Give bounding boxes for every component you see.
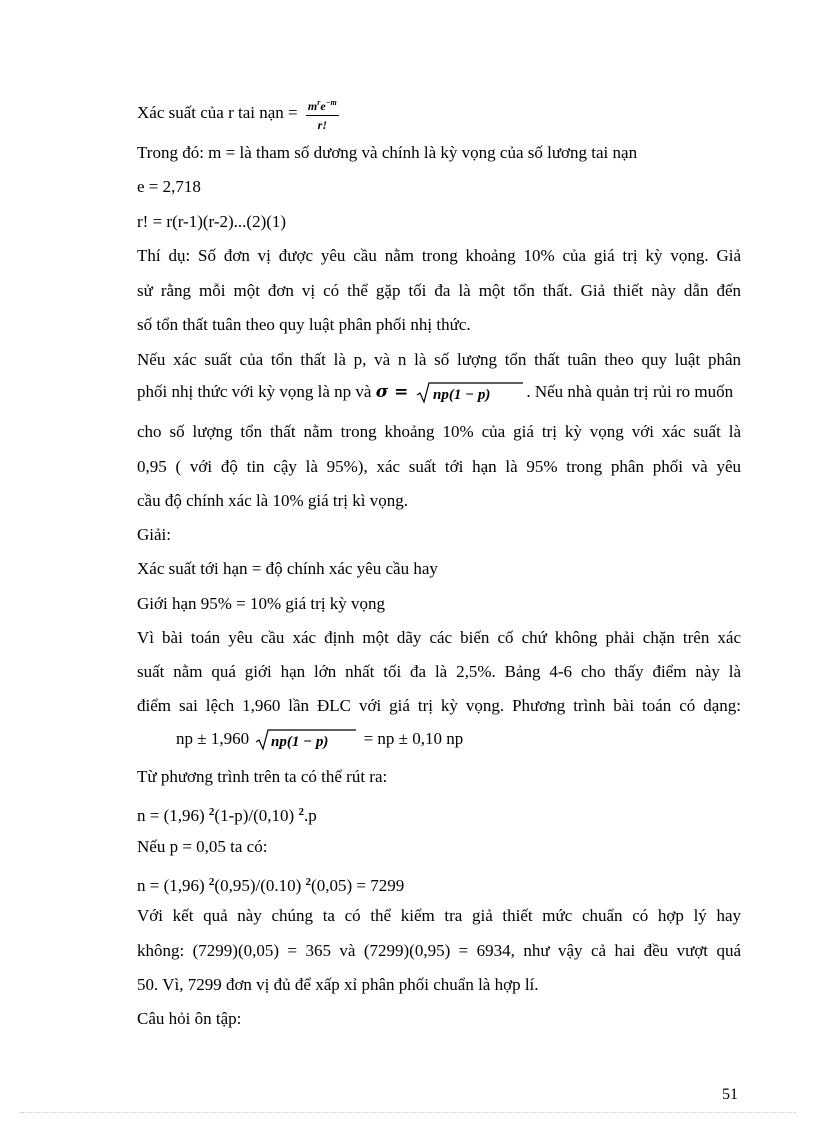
sqrt-expression	[416, 381, 524, 405]
n-formula	[137, 801, 317, 827]
check-line-3: 50. Vì, 7299 đơn vị đủ để xấp xỉ phân phối chuẩn là hợp lí.	[137, 975, 539, 994]
solution-critical: Xác suất tới hạn = độ chính xác yêu cầu hay	[137, 559, 438, 578]
condition-line-3: cho số lượng tổn thất nằm trong khoảng 10% của giá trị kỳ vọng với xác suất là	[137, 422, 741, 441]
poisson-fraction	[306, 96, 339, 132]
review-heading: Câu hỏi ôn tập:	[137, 1009, 242, 1028]
sqrt-content: np(1 − p)	[433, 387, 491, 404]
superscript-2: 2	[298, 806, 304, 818]
n-result-part-a: n = (1,96)	[137, 876, 209, 895]
formula-prefix: Xác suất của r tai nạn =	[137, 102, 302, 122]
equation-sqrt-content: np(1 − p)	[271, 734, 329, 751]
superscript-2: 2	[208, 876, 215, 888]
check-line-2: không: (7299)(0,05) = 365 và (7299)(0,95) = 6934, như vậy cả hai đều vượt quá	[137, 941, 741, 960]
check-line-1: Với kết quả này chúng ta có thể kiểm tra giả thiết mức chuẩn có hợp lý hay	[137, 906, 741, 925]
sqrt-radical-icon	[255, 728, 357, 752]
condition-line-2-end: . Nếu nhà quản trị rủi ro muốn	[526, 382, 734, 401]
definition-e-value: e = 2,718	[137, 177, 201, 196]
sqrt-radical-icon	[416, 381, 524, 405]
n-formula-part-a: n = (1,96)	[137, 806, 209, 825]
condition-line-5: cầu độ chính xác là 10% giá trị kì vọng.	[137, 491, 408, 510]
superscript-2: 2	[208, 806, 215, 818]
example-line-3: số tổn thất tuân theo quy luật phân phối nhị thức.	[137, 315, 471, 334]
n-result-part-c: (0,05) = 7299	[311, 876, 405, 895]
equation-start: np ± 1,960	[176, 729, 254, 748]
equation-sqrt	[255, 728, 357, 752]
n-result-part-b: (0,95)/(0.10)	[214, 876, 306, 895]
example-line-1: Thí dụ: Số đơn vị được yêu cầu nằm trong khoảng 10% của giá trị kỳ vọng. Giả	[137, 246, 741, 265]
condition-line-2-start: phối nhị thức với kỳ vọng là np và	[137, 382, 376, 401]
condition-line-4: 0,95 ( với độ tin cậy là 95%), xác suất tới hạn là 95% trong phân phối và yêu	[137, 457, 741, 476]
definition-factorial: r! = r(r-1)(r-2)...(2)(1)	[137, 212, 287, 231]
fraction-numerator: $m^re^{-m}$	[306, 96, 339, 116]
page-number: 51	[722, 1086, 738, 1103]
solution-line-2: suất nằm quá giới hạn lớn nhất tối đa là 2,5%. Bảng 4-6 cho thấy điểm này là	[137, 662, 741, 681]
definition-where: Trong đó: m = là tham số dương và chính là kỳ vọng của số lương tai nạn	[137, 143, 638, 162]
superscript-2: 2	[305, 876, 312, 888]
condition-line-2	[137, 381, 733, 405]
solution-line-3: điểm sai lệch 1,960 lần ĐLC với giá trị kỳ vọng. Phương trình bài toán có dạng:	[137, 696, 741, 715]
n-formula-part-b: (1-p)/(0,10)	[214, 806, 299, 825]
solution-limit: Giới hạn 95% = 10% giá trị kỳ vọng	[137, 594, 386, 613]
poisson-formula-line	[137, 96, 339, 132]
solution-line-1: Vì bài toán yêu cầu xác định một dãy các biến cố chứ không phải chặn trên xác	[137, 628, 741, 647]
example-line-2: sử rằng mỗi một đơn vị có thể gặp tối đa là một tổn thất. Giả thiết này dẫn đến	[137, 281, 741, 300]
bottom-divider	[20, 1112, 796, 1113]
n-result	[137, 871, 404, 897]
if-p-value: Nếu p = 0,05 ta có:	[137, 837, 268, 856]
fraction-denominator: r!	[317, 118, 327, 132]
equation-end: = np ± 0,10 np	[359, 729, 464, 748]
sigma-symbol: σ =	[375, 382, 415, 402]
solution-derive: Từ phương trình trên ta có thể rút ra:	[137, 767, 388, 786]
solution-equation	[176, 728, 463, 752]
solution-heading: Giải:	[137, 525, 171, 544]
n-formula-part-c: .p	[303, 806, 317, 825]
condition-line-1: Nếu xác suất của tổn thất là p, và n là số lượng tổn thất tuân theo quy luật phân	[137, 350, 741, 369]
